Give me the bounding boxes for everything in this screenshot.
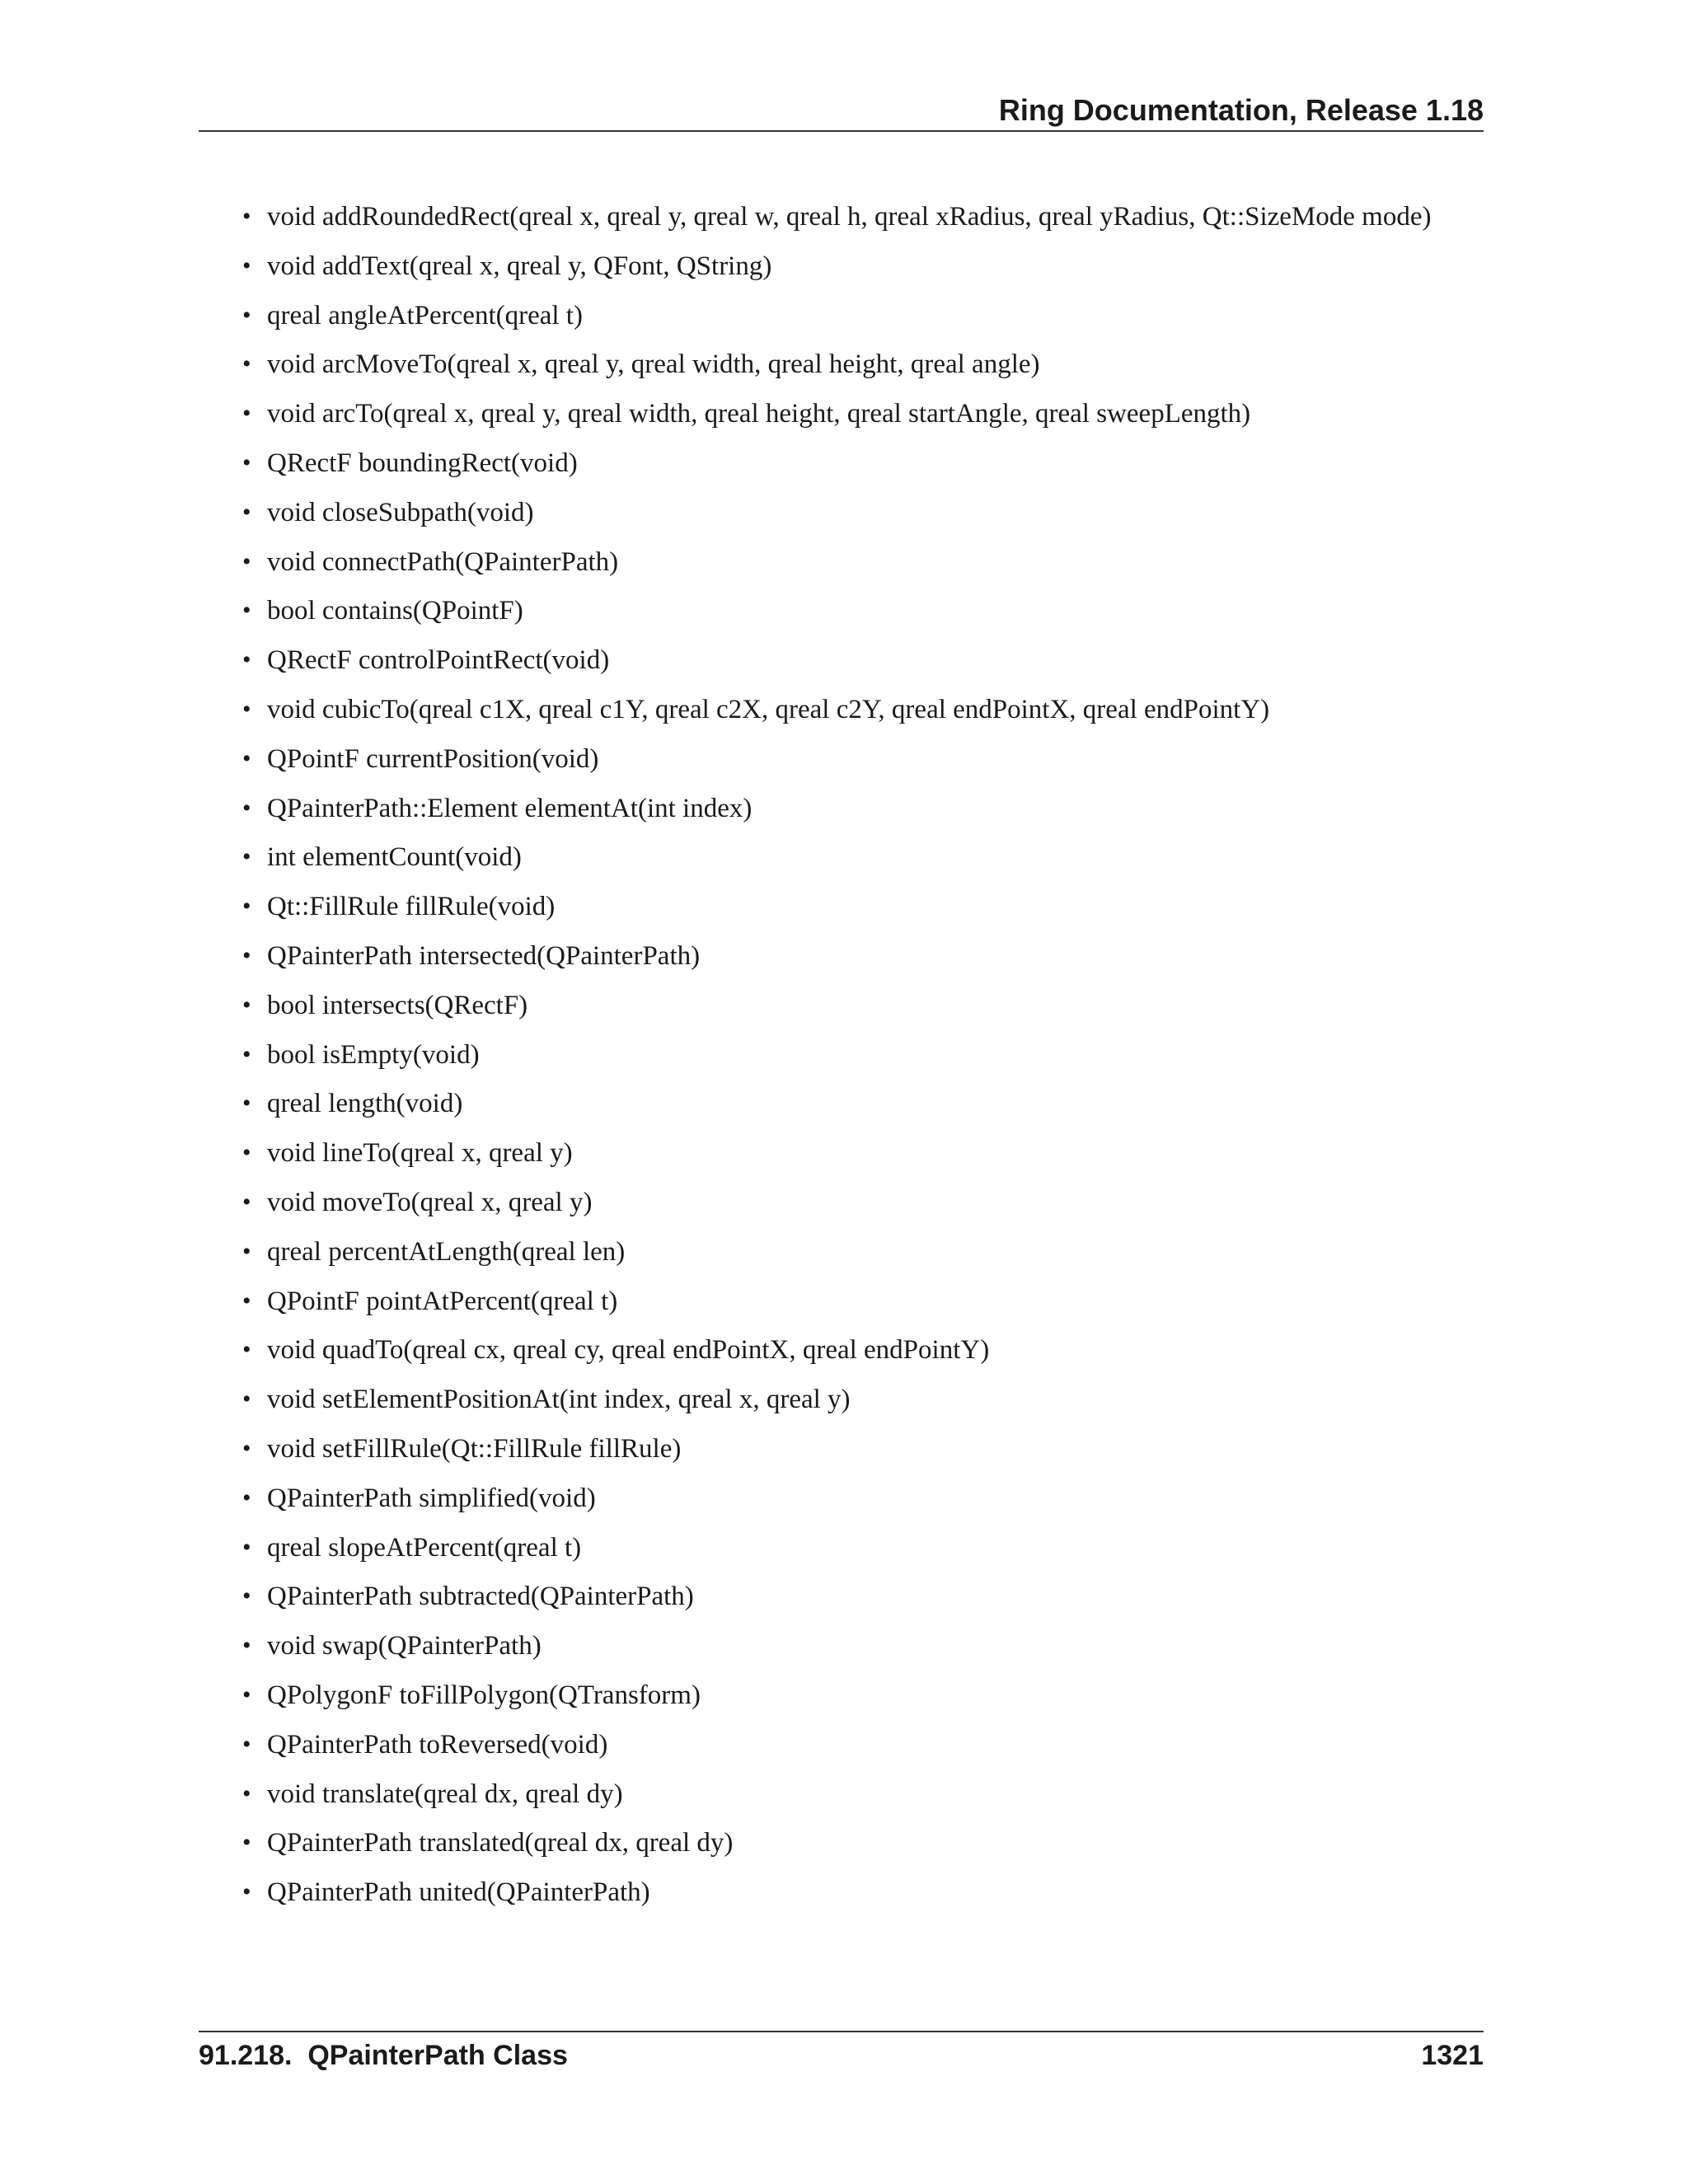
method-signature: void setFillRule(Qt::FillRule fillRule) <box>267 1433 682 1464</box>
method-signature: void translate(qreal dx, qreal dy) <box>267 1779 623 1809</box>
list-item <box>242 886 1431 935</box>
bullet-icon: • <box>242 1385 251 1413</box>
bullet-icon: • <box>242 1139 251 1167</box>
list-item <box>242 1083 1431 1132</box>
method-signature: QPainterPath subtracted(QPainterPath) <box>267 1582 694 1612</box>
bullet-icon: • <box>242 744 251 772</box>
page-header-title: Ring Documentation, Release 1.18 <box>998 93 1484 127</box>
method-signature: QPainterPath united(QPainterPath) <box>267 1877 650 1908</box>
list-item <box>242 295 1431 344</box>
bullet-icon: • <box>242 203 251 230</box>
method-signature: QPointF pointAtPercent(qreal t) <box>267 1286 618 1316</box>
footer-rule <box>199 2031 1484 2032</box>
method-signature: QPainterPath intersected(QPainterPath) <box>267 940 701 971</box>
method-signature: QPainterPath translated(qreal dx, qreal dy) <box>267 1828 734 1858</box>
bullet-icon: • <box>242 301 251 329</box>
list-item <box>242 1281 1431 1330</box>
list-item <box>242 1724 1431 1774</box>
method-signature: QPainterPath::Element elementAt(int index) <box>267 793 753 823</box>
list-item <box>242 492 1431 541</box>
bullet-icon: • <box>242 350 251 378</box>
method-signature: qreal percentAtLength(qreal len) <box>267 1236 626 1267</box>
list-item <box>242 1182 1431 1231</box>
bullet-icon: • <box>242 1090 251 1118</box>
method-signature: void quadTo(qreal cx, qreal cy, qreal endPointX, qreal endPointY) <box>267 1335 990 1366</box>
bullet-icon: • <box>242 448 251 476</box>
list-item <box>242 1478 1431 1527</box>
list-item <box>242 985 1431 1034</box>
method-signature: QRectF boundingRect(void) <box>267 448 578 478</box>
bullet-icon: • <box>242 1237 251 1265</box>
method-list <box>242 196 1432 1921</box>
method-signature: bool isEmpty(void) <box>267 1039 480 1070</box>
list-item <box>242 344 1431 393</box>
list-item <box>242 1428 1431 1478</box>
bullet-icon: • <box>242 1829 251 1857</box>
list-item <box>242 1231 1431 1281</box>
bullet-icon: • <box>242 1632 251 1660</box>
method-signature: bool intersects(QRectF) <box>267 990 528 1020</box>
method-signature: void cubicTo(qreal c1X, qreal c1Y, qreal c2X, qreal c2Y, qreal endPointX, qreal endPointY) <box>267 694 1270 724</box>
bullet-icon: • <box>242 893 251 921</box>
list-item <box>242 1675 1431 1724</box>
list-item <box>242 443 1431 492</box>
list-item <box>242 788 1431 837</box>
bullet-icon: • <box>242 251 251 279</box>
list-item <box>242 689 1431 738</box>
list-item <box>242 640 1431 689</box>
bullet-icon: • <box>242 941 251 969</box>
bullet-icon: • <box>242 695 251 723</box>
method-signature: void setElementPositionAt(int index, qreal x, qreal y) <box>267 1385 851 1415</box>
list-item <box>242 246 1431 295</box>
bullet-icon: • <box>242 1878 251 1906</box>
bullet-icon: • <box>242 646 251 674</box>
bullet-icon: • <box>242 794 251 822</box>
list-item <box>242 1034 1431 1084</box>
method-signature: qreal length(void) <box>267 1089 463 1119</box>
bullet-icon: • <box>242 1188 251 1216</box>
method-signature: void arcMoveTo(qreal x, qreal y, qreal width, qreal height, qreal angle) <box>267 349 1040 380</box>
bullet-icon: • <box>242 991 251 1019</box>
method-signature: QPointF currentPosition(void) <box>267 743 599 774</box>
method-signature: void swap(QPainterPath) <box>267 1631 542 1661</box>
list-item <box>242 1527 1431 1577</box>
method-signature: void closeSubpath(void) <box>267 497 534 527</box>
list-item <box>242 1132 1431 1182</box>
bullet-icon: • <box>242 400 251 428</box>
method-signature: void moveTo(qreal x, qreal y) <box>267 1187 593 1217</box>
bullet-icon: • <box>242 1336 251 1364</box>
bullet-icon: • <box>242 1434 251 1462</box>
method-signature: void lineTo(qreal x, qreal y) <box>267 1138 573 1169</box>
list-item <box>242 1576 1431 1625</box>
method-signature: Qt::FillRule fillRule(void) <box>267 892 556 922</box>
method-signature: void connectPath(QPainterPath) <box>267 546 619 577</box>
method-signature: int elementCount(void) <box>267 842 522 873</box>
bullet-icon: • <box>242 1730 251 1758</box>
list-item <box>242 590 1431 640</box>
list-item <box>242 1379 1431 1428</box>
method-signature: void arcTo(qreal x, qreal y, qreal width, qreal height, qreal startAngle, qreal sweepLength) <box>267 399 1251 429</box>
footer-page-number: 1321 <box>1421 2040 1484 2071</box>
bullet-icon: • <box>242 843 251 871</box>
method-signature: QPainterPath toReversed(void) <box>267 1729 608 1760</box>
method-signature: QRectF controlPointRect(void) <box>267 645 610 676</box>
list-item <box>242 1822 1431 1872</box>
bullet-icon: • <box>242 1779 251 1807</box>
method-signature: QPainterPath simplified(void) <box>267 1483 596 1513</box>
list-item <box>242 1774 1431 1823</box>
method-signature: qreal angleAtPercent(qreal t) <box>267 300 583 330</box>
list-item <box>242 393 1431 443</box>
list-item <box>242 738 1431 788</box>
bullet-icon: • <box>242 1533 251 1561</box>
bullet-icon: • <box>242 1286 251 1315</box>
bullet-icon: • <box>242 1582 251 1610</box>
list-item <box>242 1625 1431 1675</box>
bullet-icon: • <box>242 498 251 526</box>
method-signature: void addText(qreal x, qreal y, QFont, QString) <box>267 251 772 281</box>
method-signature: void addRoundedRect(qreal x, qreal y, qreal w, qreal h, qreal xRadius, qreal yRadius, Qt::SizeMode mode) <box>267 202 1432 232</box>
list-item <box>242 1329 1431 1379</box>
bullet-icon: • <box>242 547 251 575</box>
list-item <box>242 196 1432 246</box>
method-signature: QPolygonF toFillPolygon(QTransform) <box>267 1680 701 1710</box>
footer-section-title: 91.218. QPainterPath Class <box>199 2040 568 2071</box>
list-item <box>242 541 1431 591</box>
list-item <box>242 837 1431 886</box>
bullet-icon: • <box>242 1483 251 1511</box>
header-rule <box>199 130 1484 132</box>
list-item <box>242 1872 1431 1921</box>
bullet-icon: • <box>242 1040 251 1068</box>
method-signature: bool contains(QPointF) <box>267 596 523 626</box>
bullet-icon: • <box>242 597 251 625</box>
list-item <box>242 935 1431 985</box>
method-signature: qreal slopeAtPercent(qreal t) <box>267 1532 582 1563</box>
bullet-icon: • <box>242 1680 251 1708</box>
